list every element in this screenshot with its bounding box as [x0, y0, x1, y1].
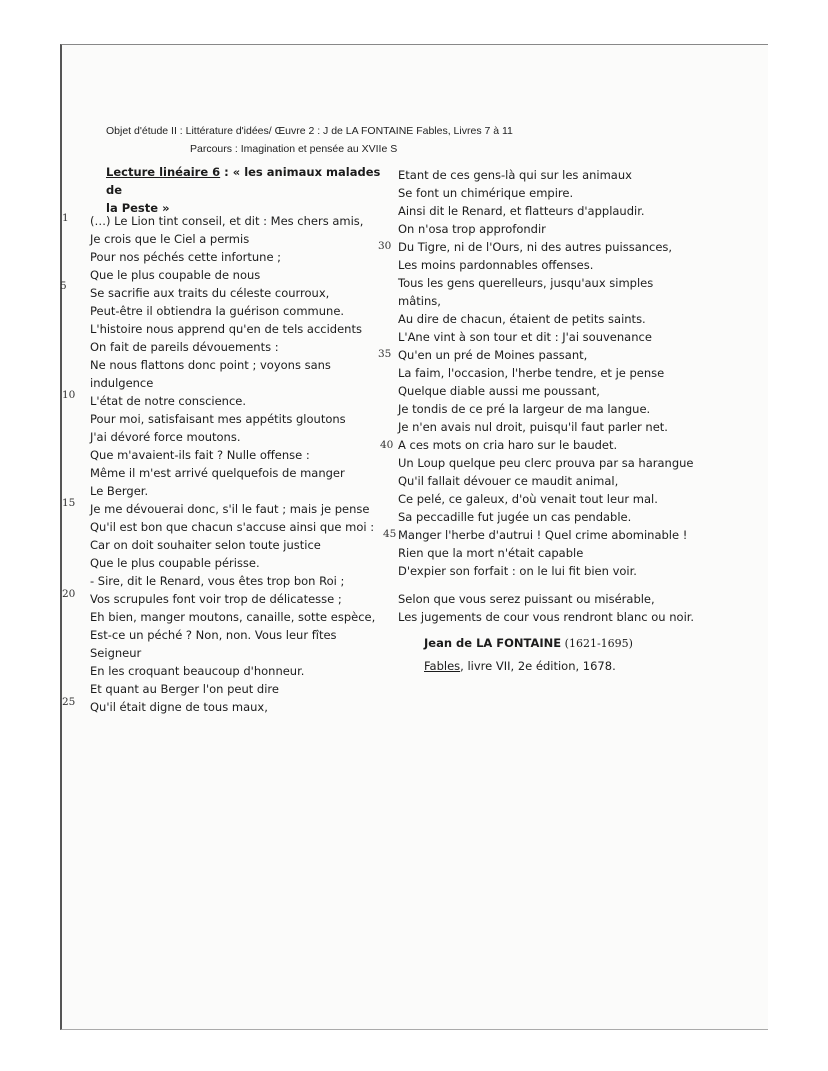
margin-number-30: 30 — [378, 240, 392, 252]
poem-right-line: A ces mots on cria haro sur le baudet. — [398, 438, 618, 452]
poem-left-line: Même il m'est arrivé quelquefois de manger — [90, 466, 345, 480]
margin-number-25: 25 — [62, 696, 76, 708]
margin-number-1: 1 — [62, 212, 69, 224]
margin-number-15: 15 — [62, 497, 76, 509]
poem-right-line: Sa peccadille fut jugée un cas pendable. — [398, 510, 632, 524]
poem-left-line: Que le plus coupable de nous — [90, 268, 261, 282]
poem-right-line: La faim, l'occasion, l'herbe tendre, et je pense — [398, 366, 665, 380]
poem-right-line: mâtins, — [398, 294, 441, 308]
poem-left-line: L'histoire nous apprend qu'en de tels accidents — [90, 322, 362, 336]
source-edition: , livre VII, 2e édition, 1678. — [460, 659, 616, 673]
margin-number-40: 40 — [380, 439, 394, 451]
poem-left-line: On fait de pareils dévouements : — [90, 340, 279, 354]
poem-right-line: Ainsi dit le Renard, et flatteurs d'applaudir. — [398, 204, 645, 218]
margin-number-10: 10 — [62, 389, 76, 401]
title-rest-1: : « les animaux malades de — [106, 165, 381, 197]
poem-left-line: Ne nous flattons donc point ; voyons sans — [90, 358, 331, 372]
author-line — [424, 634, 633, 653]
poem-right-line: Les moins pardonnables offenses. — [398, 258, 594, 272]
poem-left-line: Qu'il est bon que chacun s'accuse ainsi que moi : — [90, 520, 375, 534]
poem-left-line: Car on doit souhaiter selon toute justice — [90, 538, 321, 552]
poem-right-line: Un Loup quelque peu clerc prouva par sa harangue — [398, 456, 694, 470]
author-name: Jean de LA FONTAINE — [424, 636, 562, 650]
poem-left-line: Que le plus coupable périsse. — [90, 556, 260, 570]
poem-left-line: Je crois que le Ciel a permis — [90, 232, 250, 246]
poem-left-column — [90, 212, 390, 716]
header-line-1: Objet d'étude II : Littérature d'idées/ Œuvre 2 : J de LA FONTAINE Fables, Livres 7 à 11 — [106, 125, 513, 137]
poem-left-line: Je me dévouerai donc, s'il le faut ; mais je pense — [90, 502, 370, 516]
poem-left-line: Que m'avaient-ils fait ? Nulle offense : — [90, 448, 310, 462]
poem-right-line: D'expier son forfait : on le lui fit bien voir. — [398, 564, 637, 578]
poem-right-line: Manger l'herbe d'autrui ! Quel crime abominable ! — [398, 528, 688, 542]
poem-left-line: (…) Le Lion tint conseil, et dit : Mes chers amis, — [90, 214, 364, 228]
poem-right-line: Je n'en avais nul droit, puisqu'il faut parler net. — [398, 420, 668, 434]
poem-right-line: Rien que la mort n'était capable — [398, 546, 584, 560]
stanza-gap — [398, 580, 698, 590]
poem-right-line: L'Ane vint à son tour et dit : J'ai souvenance — [398, 330, 652, 344]
source-line — [424, 657, 616, 675]
poem-left-line: Vos scrupules font voir trop de délicatesse ; — [90, 592, 342, 606]
author-dates: (1621-1695) — [561, 637, 633, 650]
margin-number-45: 45 — [383, 528, 397, 540]
poem-left-line: Est-ce un péché ? Non, non. Vous leur fîtes — [90, 628, 337, 642]
poem-right-line: Etant de ces gens-là qui sur les animaux — [398, 168, 632, 182]
poem-left-line: Seigneur — [90, 646, 142, 660]
document-header — [106, 122, 706, 158]
margin-number-20: 20 — [62, 588, 76, 600]
title-rest-2: la Peste » — [106, 201, 170, 215]
poem-left-line: Peut-être il obtiendra la guérison commune. — [90, 304, 345, 318]
margin-number-35: 35 — [378, 348, 392, 360]
poem-right-line: Je tondis de ce pré la largeur de ma langue. — [398, 402, 651, 416]
poem-right-column — [398, 166, 698, 626]
poem-left-line: J'ai dévoré force moutons. — [90, 430, 241, 444]
source-work: Fables — [424, 659, 461, 673]
poem-right-line: Quelque diable aussi me poussant, — [398, 384, 600, 398]
poem-left-line: L'état de notre conscience. — [90, 394, 247, 408]
poem-right-line: Du Tigre, ni de l'Ours, ni des autres puissances, — [398, 240, 673, 254]
poem-right-line: Se font un chimérique empire. — [398, 186, 574, 200]
poem-right-line: On n'osa trop approfondir — [398, 222, 546, 236]
moral-line: Selon que vous serez puissant ou misérable, — [398, 592, 655, 606]
moral-line: Les jugements de cour vous rendront blanc ou noir. — [398, 610, 695, 624]
poem-left-line: Eh bien, manger moutons, canaille, sotte espèce, — [90, 610, 376, 624]
title-label: Lecture linéaire 6 — [106, 165, 221, 179]
poem-left-line: En les croquant beaucoup d'honneur. — [90, 664, 305, 678]
poem-left-line: Et quant au Berger l'on peut dire — [90, 682, 279, 696]
poem-right-line: Qu'il fallait dévouer ce maudit animal, — [398, 474, 619, 488]
poem-left-line: Le Berger. — [90, 484, 149, 498]
margin-number-5: 5 — [60, 280, 67, 292]
poem-left-line: Se sacrifie aux traits du céleste courroux, — [90, 286, 330, 300]
poem-right-line: Au dire de chacun, étaient de petits saints. — [398, 312, 646, 326]
header-line-2: Parcours : Imagination et pensée au XVIIe S — [190, 143, 398, 155]
poem-left-line: indulgence — [90, 376, 154, 390]
reading-title — [106, 163, 396, 217]
poem-left-line: - Sire, dit le Renard, vous êtes trop bon Roi ; — [90, 574, 345, 588]
poem-left-line: Pour moi, satisfaisant mes appétits gloutons — [90, 412, 346, 426]
poem-right-line: Qu'en un pré de Moines passant, — [398, 348, 588, 362]
poem-right-line: Tous les gens querelleurs, jusqu'aux simples — [398, 276, 654, 290]
poem-right-line: Ce pelé, ce galeux, d'où venait tout leur mal. — [398, 492, 658, 506]
poem-left-line: Qu'il était digne de tous maux, — [90, 700, 268, 714]
poem-left-line: Pour nos péchés cette infortune ; — [90, 250, 282, 264]
